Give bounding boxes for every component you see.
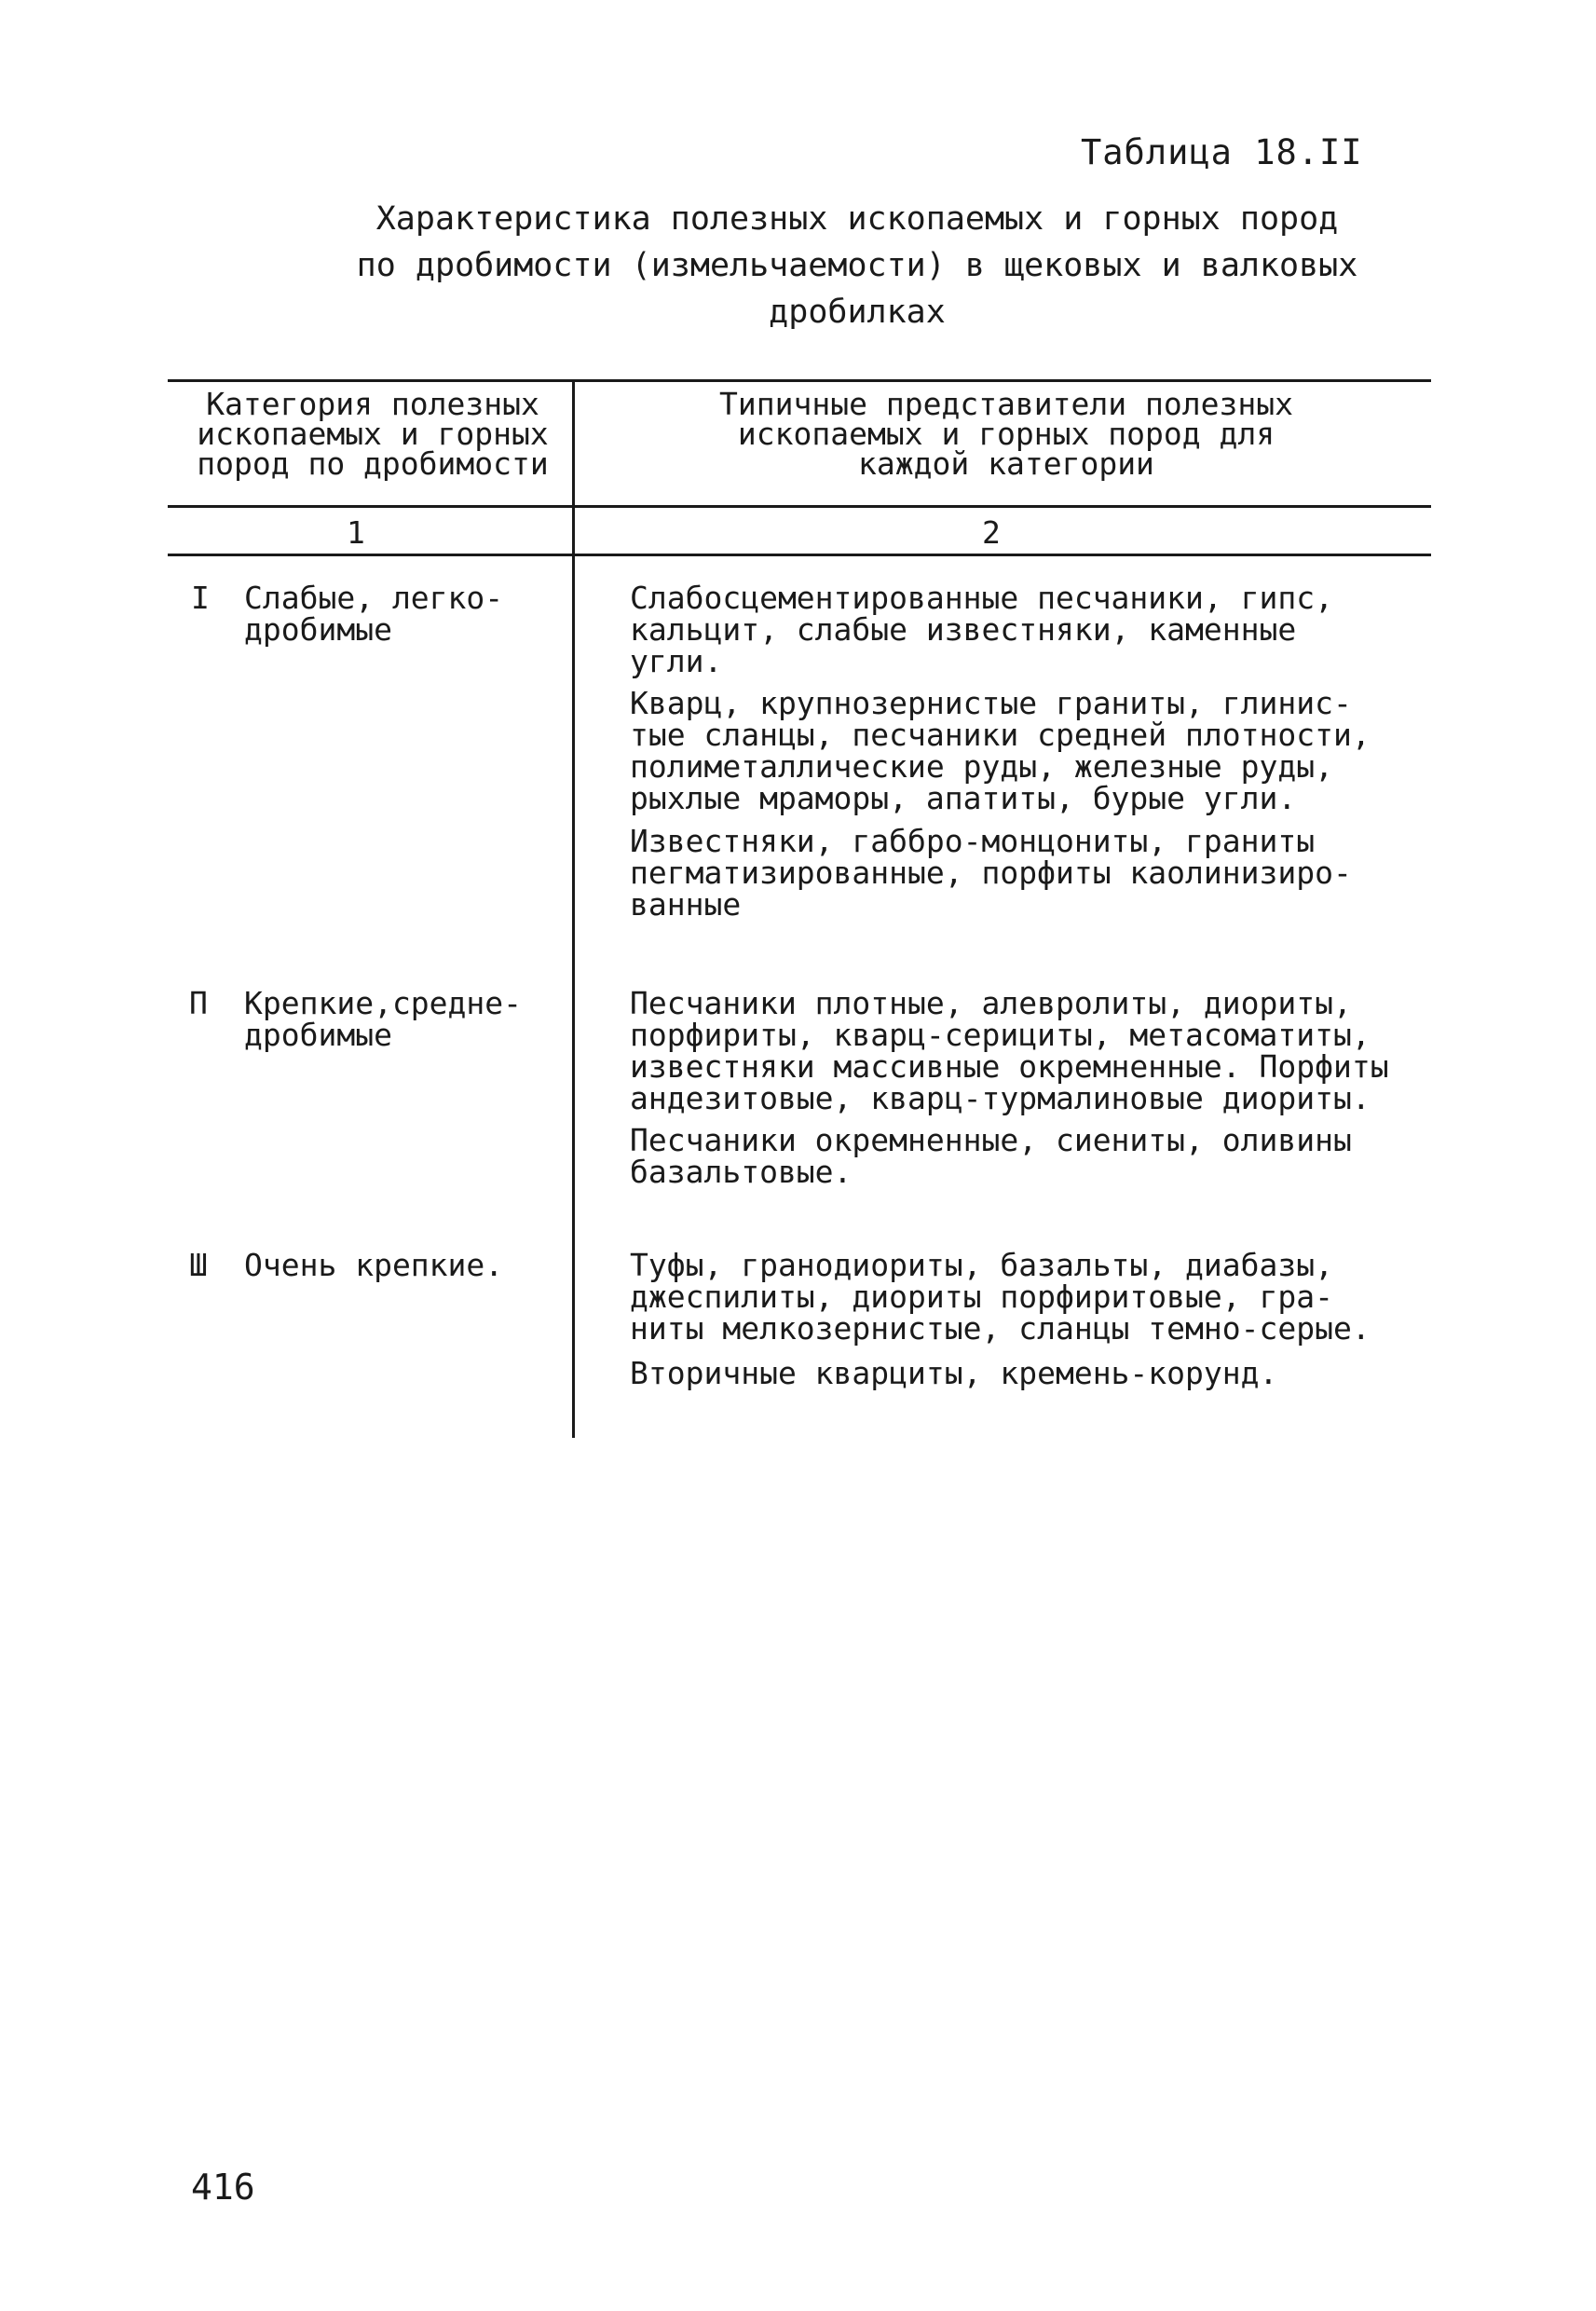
category-name-line: Слабые, легко-	[244, 580, 504, 616]
text-line: порфириты, кварц-серициты, метасоматиты,	[630, 1017, 1371, 1053]
text-line: джеспилиты, диориты порфиритовые, гра-	[630, 1279, 1333, 1315]
page-number: 416	[191, 2167, 255, 2208]
text-line: базальтовые.	[630, 1154, 853, 1190]
header-line: Категория полезных	[206, 386, 539, 422]
text-line: известняки массивные окремненные. Порфиты	[630, 1048, 1389, 1085]
column-number-rule	[168, 554, 1431, 556]
text-line: Туфы, гранодиориты, базальты, диабазы,	[630, 1247, 1333, 1283]
representatives-paragraph	[630, 1122, 1450, 1190]
header-line: ископаемых и горных	[197, 416, 549, 452]
header-representatives	[596, 386, 1416, 482]
category-name	[244, 582, 552, 646]
representatives-paragraph	[630, 985, 1450, 1116]
representatives-paragraph	[630, 1355, 1450, 1391]
title-line: Характеристика полезных ископаемых и горных пород	[375, 200, 1339, 238]
text-line: ванные	[630, 886, 742, 923]
column-divider	[572, 379, 575, 1438]
text-line: тые сланцы, песчаники средней плотности,	[630, 717, 1371, 753]
category-number: I	[191, 580, 210, 616]
text-line: Кварц, крупнозернистые граниты, глинис-	[630, 685, 1352, 721]
table-title	[335, 196, 1379, 335]
representatives-paragraph	[630, 582, 1450, 677]
header-line: каждой категории	[858, 445, 1154, 482]
text-line: полиметаллические руды, железные руды,	[630, 748, 1333, 785]
category-number: Ш	[189, 1247, 208, 1283]
table-number: Таблица 18.II	[1081, 132, 1363, 172]
text-line: Песчаники плотные, алевролиты, диориты,	[630, 985, 1352, 1021]
header-line: пород по дробимости	[197, 445, 549, 482]
text-line: Слабосцементированные песчаники, гипс,	[630, 580, 1333, 616]
representatives-paragraph	[630, 1247, 1450, 1347]
title-line: по дробимости (измельчаемости) в щековых и валковых	[356, 247, 1358, 284]
text-line: ниты мелкозернистые, сланцы темно-серые.	[630, 1310, 1371, 1347]
header-line: Типичные представители полезных	[719, 386, 1293, 422]
category-number: П	[189, 985, 208, 1021]
category-name-line: Очень крепкие.	[244, 1247, 504, 1283]
text-line: Песчаники окремненные, сиениты, оливины	[630, 1122, 1352, 1158]
column-number-1: 1	[347, 514, 365, 551]
text-line: Вторичные кварциты, кремень-корунд.	[630, 1355, 1278, 1391]
category-name-line: Крепкие,средне-	[244, 985, 523, 1021]
header-bottom-rule	[168, 505, 1431, 508]
text-line: угли.	[630, 643, 723, 679]
column-number-2: 2	[982, 514, 1001, 551]
text-line: пегматизированные, порфиты каолинизиро-	[630, 855, 1352, 891]
category-name	[244, 985, 552, 1053]
category-name-line: дробимые	[244, 1017, 392, 1053]
category-name	[244, 1247, 552, 1283]
text-line: Известняки, габбро-монцониты, граниты	[630, 823, 1316, 859]
text-line: рыхлые мраморы, апатиты, бурые угли.	[630, 780, 1297, 816]
table-top-rule	[168, 379, 1431, 382]
header-line: ископаемых и горных пород для	[737, 416, 1275, 452]
text-line: андезитовые, кварц-турмалиновые диориты.	[630, 1080, 1371, 1116]
category-name-line: дробимые	[244, 611, 392, 648]
header-category	[177, 386, 568, 482]
representatives-paragraph	[630, 685, 1450, 816]
text-line: кальцит, слабые известняки, каменные	[630, 611, 1297, 648]
representatives-paragraph	[630, 823, 1450, 923]
title-line: дробилках	[769, 294, 946, 331]
